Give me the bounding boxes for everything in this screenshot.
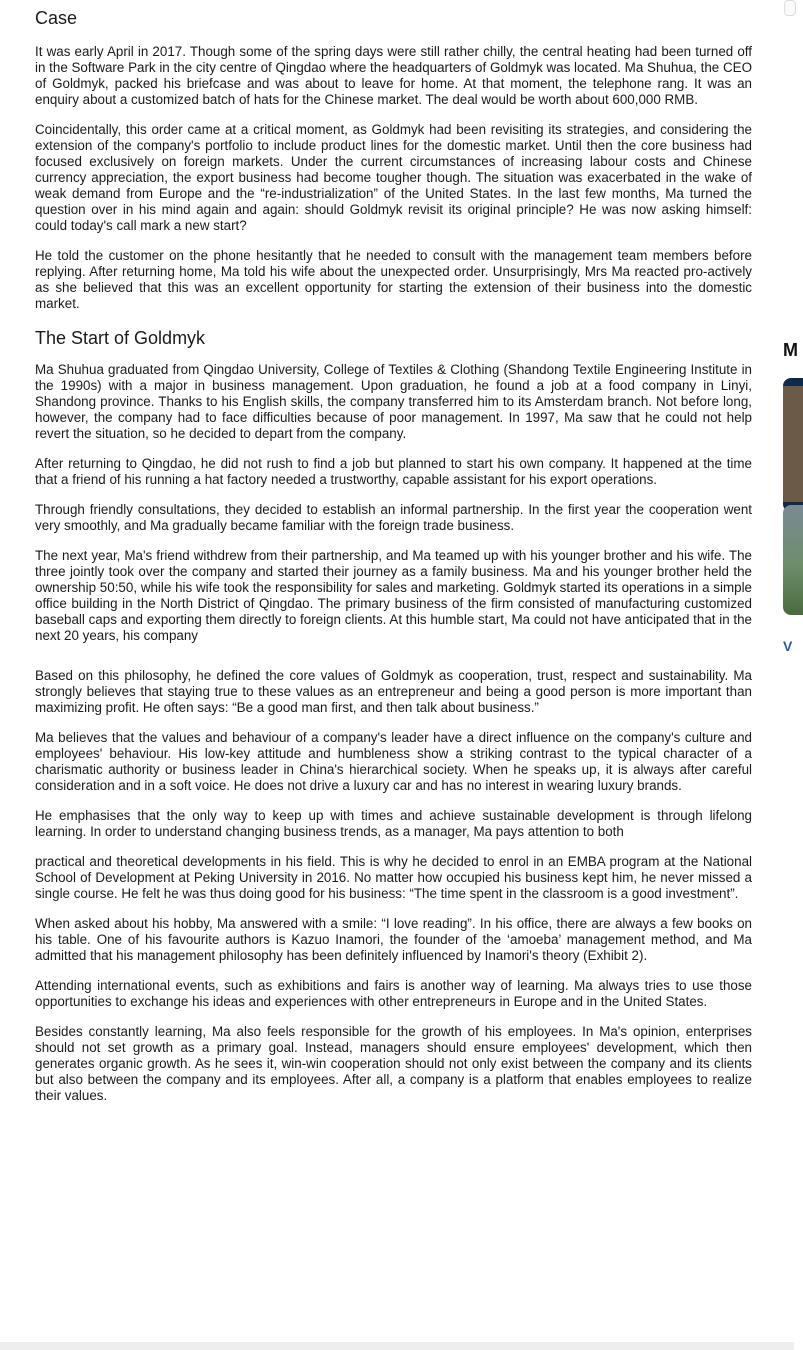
start-paragraph: Besides constantly learning, Ma also feels responsible for the growth of his employees. In Ma's opinion, enterprises should not set growth as a primary goal. Instead, managers should ensure employees' development, which then generates organic growth. As he sees it, win-win cooperation should not only exist between the company and its clients but also between the company and its employees. After all, a company is a platform that enables employees to realize their values.	[35, 1024, 752, 1103]
start-paragraph: He emphasises that the only way to keep up with times and achieve sustainable development is through lifelong learning. In order to understand changing business trends, as a manager, Ma pays attention to both	[35, 808, 752, 839]
bottom-bar	[0, 1342, 794, 1350]
heading-case: Case	[35, 8, 78, 28]
start-paragraph: The next year, Ma's friend withdrew from their partnership, and Ma teamed up with his younger brother and his wife. The three jointly took over the company and started their journey as a family business. Ma and his younger brother held the ownership 50:50, while his wife took the responsibility for sales and marketing. Goldmyk started its operations in a simple office building in the North District of Qingdao. The primary business of the firm consisted of manufacturing customized baseball caps and exporting them directly to foreign clients. At this humble start, Ma could not have anticipated that in the next 20 years, his company	[35, 548, 752, 643]
case-paragraph: He told the customer on the phone hesitantly that he needed to consult with the management team members before replying. After returning home, Ma told his wife about the unexpected order. Unsurprisingly, Mrs Ma reacted pro-actively as she believed that this was an excellent opportunity for starting the extension of their business into the domestic market.	[35, 248, 752, 311]
start-paragraph: Attending international events, such as exhibitions and fairs is another way of learning. Ma always tries to use those opportunities to exchange his ideas and experiences with other entrepreneurs in Europe and in the United States.	[35, 978, 752, 1009]
start-paragraph: Ma believes that the values and behaviour of a company's leader have a direct influence on the company's culture and employees' behaviour. His low-key attitude and humbleness show a striking contrast to the typical character of a charismatic authority or business leader in China's hierarchical society. When he speaks up, it is always after careful consideration and in a soft voice. He does not drive a luxury car and has no interest in wearing luxury brands.	[35, 730, 752, 793]
sidebar-heading-partial: M	[783, 340, 798, 360]
case-document	[35, 6, 752, 1118]
case-paragraph: Coincidentally, this order came at a critical moment, as Goldmyk had been revisiting its strategies, and considering the extension of the company's portfolio to include product lines for the domestic market. Until then the core business had focused exclusively on foreign markets. Under the current circumstances of increasing labour costs and Chinese currency appreciation, the export business had become tougher though. The situation was exacerbated in the wake of weak demand from Europe and the “re-industrialization” of the United States. In the last few months, Ma turned the question over in his mind again and again: should Goldmyk revisit its original principle? He was now asking himself: could today's call mark a new start?	[35, 122, 752, 233]
start-paragraph: Ma Shuhua graduated from Qingdao University, College of Textiles & Clothing (Shandong Textile Engineering Institute in the 1990s) with a major in business management. Upon graduation, he found a job at a food company in Linyi, Shandong province. Thanks to his English skills, the company transferred him to its Amsterdam branch. Not before long, however, the company had to face difficulties because of poor management. In 1997, Ma saw that he could not help revert the situation, so he decided to depart from the company.	[35, 362, 752, 441]
sidebar-thumbnail-card[interactable]	[783, 505, 803, 615]
start-paragraph: When asked about his hobby, Ma answered with a smile: “I love reading”. In his office, there are always a few books on his table. One of his favourite authors is Kazuo Inamori, the founder of the ‘amoeba’ management method, and Ma admitted that his management philosophy has been definitely influenced by Inamori's theory (Exhibit 2).	[35, 916, 752, 963]
start-paragraph: Based on this philosophy, he defined the core values of Goldmyk as cooperation, trust, respect and sustainability. Ma strongly believes that staying true to these values as an entrepreneur and being a good person is more important than maximizing profit. He often says: “Be a good man first, and then talk about business.”	[35, 668, 752, 715]
case-paragraph: It was early April in 2017. Though some of the spring days were still rather chilly, the central heating had been turned off in the Software Park in the city centre of Qingdao where the headquarters of Goldmyk was located. Ma Shuhua, the CEO of Goldmyk, packed his briefcase and was about to leave for home. At that moment, the telephone rang. It was an enquiry about a customized batch of hats for the Chinese market. The deal would be worth about 600,000 RMB.	[35, 44, 752, 107]
sidebar-link-partial[interactable]: V	[783, 638, 793, 654]
start-paragraph: Through friendly consultations, they decided to establish an informal partnership. In the first year the cooperation went very smoothly, and Ma gradually became familiar with the foreign trade business.	[35, 502, 752, 533]
start-paragraph: After returning to Qingdao, he did not rush to find a job but planned to start his own company. It happened at the time that a friend of his running a hat factory needed a trustworthy, capable assistant for his export operations.	[35, 456, 752, 487]
start-paragraph: practical and theoretical developments in his field. This is why he decided to enrol in an EMBA program at the National School of Development at Peking University in 2016. No matter how occupied his business kept him, he never missed a single course. He felt he was thus doing good for his business: “The time spent in the classroom is a good investment”.	[35, 854, 752, 901]
heading-start-of-goldmyk: The Start of Goldmyk	[35, 328, 206, 348]
sidebar-thumbnail-card[interactable]	[783, 378, 803, 512]
scroll-indicator[interactable]	[784, 0, 796, 16]
